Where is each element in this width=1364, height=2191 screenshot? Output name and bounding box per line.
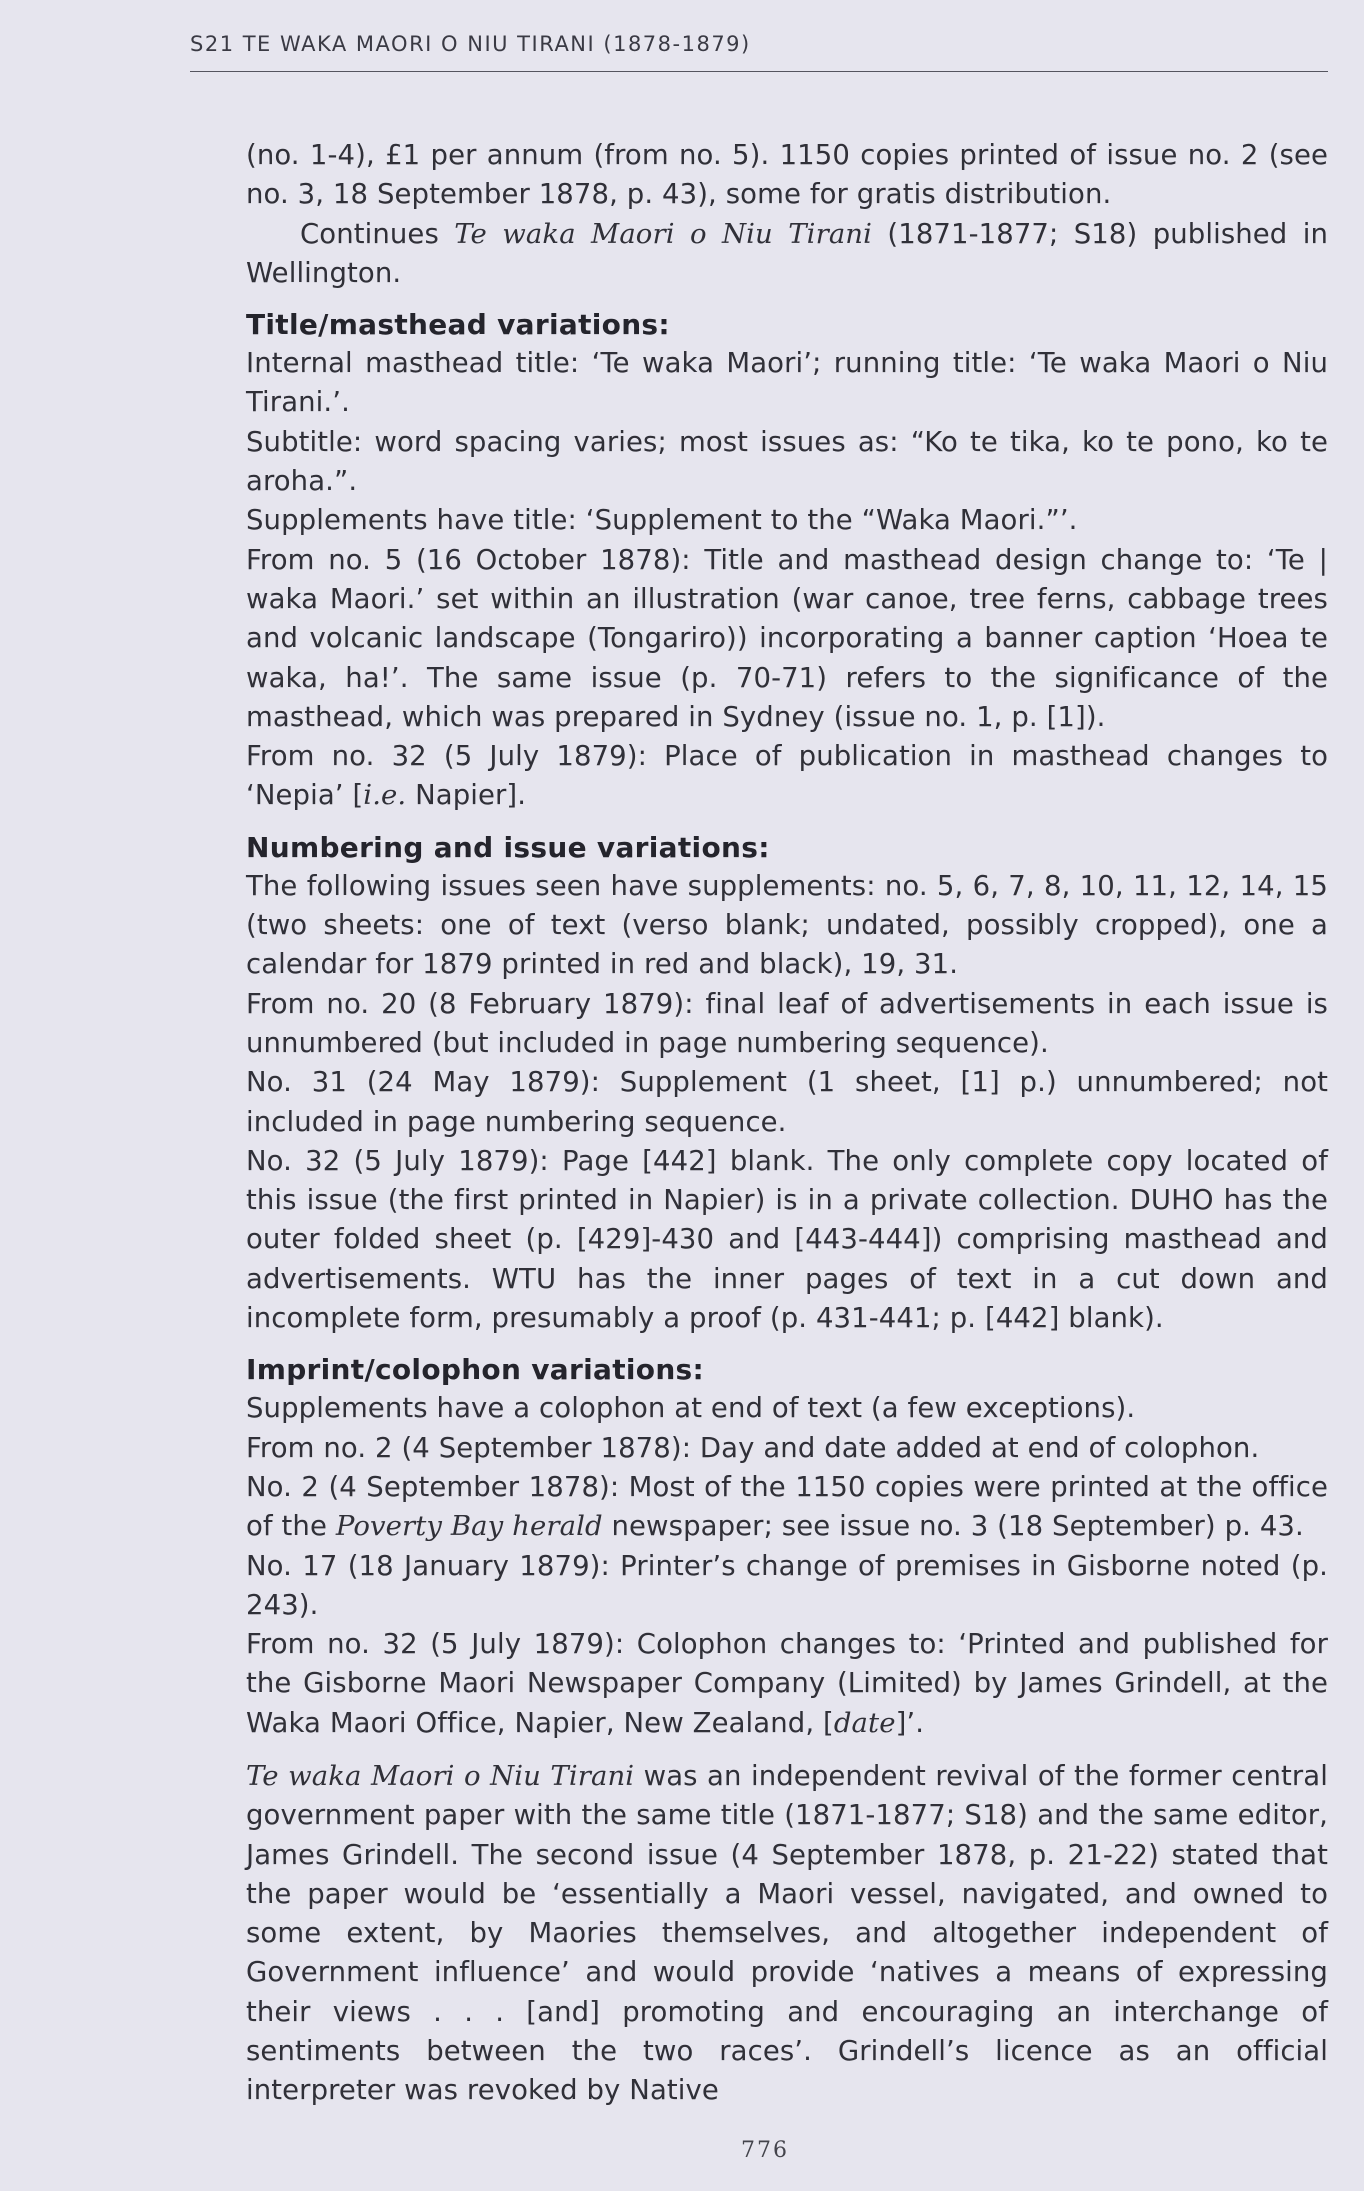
date-placeholder: date: [833, 1706, 896, 1739]
ie-abbreviation: i.e.: [363, 779, 407, 812]
continues-paragraph: [246, 215, 1328, 294]
history-title: Te waka Maori o Niu Tirani: [246, 1759, 635, 1792]
imprint-variation-item: From no. 2 (4 September 1878): Day and date added at end of colophon.: [246, 1431, 1260, 1464]
history-text: was an independent revival of the former central government paper with the same title (1871-1877; S18) and the same editor, James Grindell. The second issue (4 September 1878, p. 21-22) stated that the paper would be ‘essentially a Maori vessel, navigated, and owned to some extent, by Maories themselves, and altogether independent of Government influence’ and would provide ‘natives a means of expressing their views . . . [and] promoting and encouraging an interchange of sentiments between the two races’. Grindell’s licence as an official interpreter was revoked by Native: [246, 1759, 1328, 2107]
imprint-variation-item: No. 17 (18 January 1879): Printer’s change of premises in Gisborne noted (p. 243).: [246, 1549, 1328, 1621]
body-text: [246, 136, 1328, 2111]
imprint-variations-heading: Imprint/colophon variations:: [246, 1353, 705, 1387]
title-variation-text: Napier].: [406, 779, 527, 812]
numbering-variations-heading: Numbering and issue variations:: [246, 830, 770, 864]
page-number: 776: [741, 2138, 789, 2163]
numbering-variation-item: The following issues seen have supplements: no. 5, 6, 7, 8, 10, 11, 12, 14, 15 (two sheets: one of text (verso blank; undated, possibly cropped), one a calendar for 1879 printed in red and black), 19, 31.: [246, 869, 1328, 981]
imprint-variation-item: Supplements have a colophon at end of text (a few exceptions).: [246, 1392, 1136, 1425]
title-variation-item: From no. 5 (16 October 1878): Title and masthead design change to: ‘Te | waka Maori.’ set within an illustration (war canoe, tree ferns, cabbage trees and volcanic landscape (Tongariro)) incorporating a banner caption ‘Hoea te waka, ha!’. The same issue (p. 70-71) refers to the significance of the masthead, which was prepared in Sydney (issue no. 1, p. [1]).: [246, 543, 1328, 733]
imprint-variation-text: newspaper; see issue no. 3 (18 September) p. 43.: [602, 1510, 1304, 1543]
title-variation-item: Supplements have title: ‘Supplement to the “Waka Maori.”’.: [246, 504, 1078, 537]
newspaper-title: Poverty Bay herald: [335, 1510, 603, 1543]
running-head: S21 TE WAKA MAORI O NIU TIRANI (1878-1879): [190, 32, 751, 56]
imprint-variation-item: [246, 1625, 1328, 1743]
opening-paragraph: (no. 1-4), £1 per annum (from no. 5). 1150 copies printed of issue no. 2 (see no. 3, 18 September 1878, p. 43), some for gratis distribution.: [246, 139, 1328, 211]
title-variation-text: From no. 32 (5 July 1879): Place of publication in masthead changes to ‘Nepia’ [: [246, 740, 1328, 812]
numbering-variation-item: No. 32 (5 July 1879): Page [442] blank. The only complete copy located of this issue (the first printed in Napier) is in a private collection. DUHO has the outer folded sheet (p. [429]-430 and [443-444]) comprising masthead and advertisements. WTU has the inner pages of text in a cut down and incomplete form, presumably a proof (p. 431-441; p. [442] blank).: [246, 1144, 1328, 1335]
continues-prefix: Continues: [300, 217, 455, 250]
continues-title: Te waka Maori o Niu Tirani: [454, 217, 873, 250]
numbering-variation-item: From no. 20 (8 February 1879): final leaf of advertisements in each issue is unnumbered (but included in page numbering sequence).: [246, 987, 1328, 1059]
imprint-variation-item: [246, 1468, 1328, 1547]
title-variation-item: Subtitle: word spacing varies; most issues as: “Ko te tika, ko te pono, ko te aroha.”.: [246, 425, 1328, 498]
imprint-variation-text: ]’.: [895, 1706, 925, 1739]
continues-suffix: (1871-1877; S18) published in Wellington.: [246, 217, 1328, 289]
numbering-variation-item: No. 31 (24 May 1879): Supplement (1 sheet, [1] p.) unnumbered; not included in page numbering sequence.: [246, 1066, 1328, 1138]
header-rule: [190, 71, 1328, 72]
history-paragraph: [246, 1757, 1328, 2111]
title-variation-item: [246, 737, 1328, 816]
imprint-variation-text: No. 2 (4 September 1878): Most of the 1150 copies were printed at the office of the: [246, 1470, 1328, 1543]
title-variation-item: Internal masthead title: ‘Te waka Maori’; running title: ‘Te waka Maori o Niu Tirani.’.: [246, 347, 1328, 419]
title-variations-heading: Title/masthead variations:: [246, 308, 670, 342]
imprint-variation-text: From no. 32 (5 July 1879): Colophon changes to: ‘Printed and published for the Gisborne Maori Newspaper Company (Limited) by James Grindell, at the Waka Maori Office, Napier, New Zealand, [: [246, 1628, 1328, 1739]
